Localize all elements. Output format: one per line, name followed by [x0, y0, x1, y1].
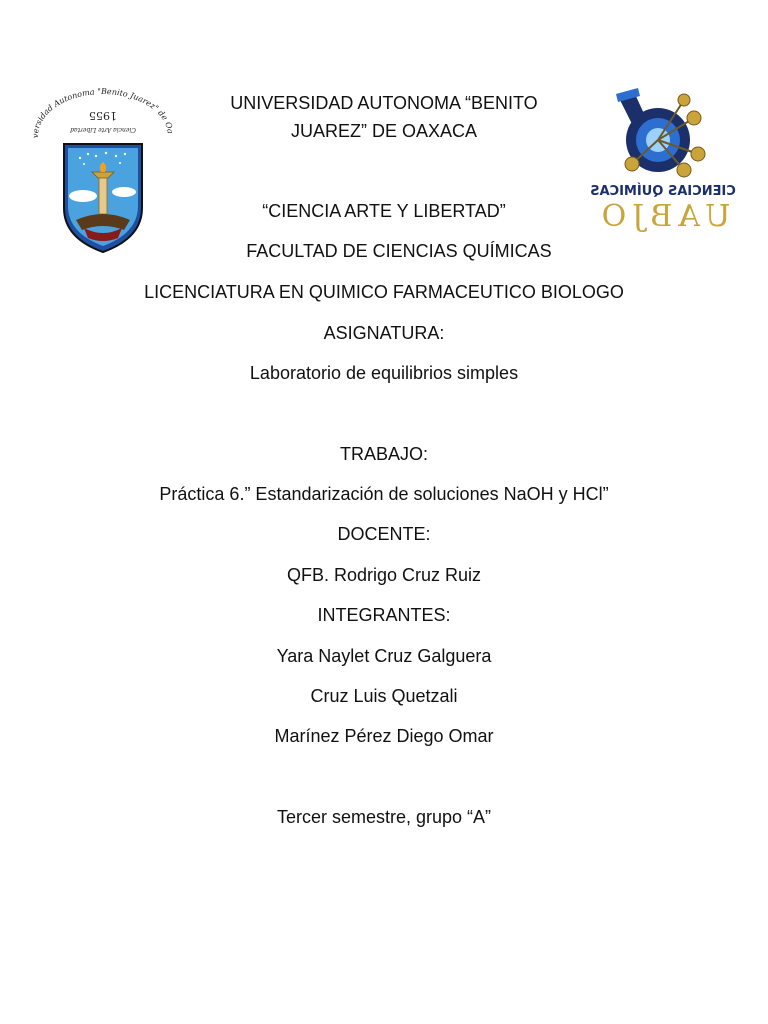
semester-group: Tercer semestre, grupo “A” — [276, 807, 492, 827]
work-label: TRABAJO: — [339, 444, 428, 464]
svg-text:Ciencia Arte Libertad: Ciencia Arte Libertad — [70, 126, 136, 133]
subject-label: ASIGNATURA: — [323, 323, 445, 343]
member-name: Yara Naylet Cruz Galguera — [276, 646, 492, 666]
university-name-line-1: UNIVERSIDAD AUTONOMA “BENITO — [230, 93, 538, 113]
teacher-label: DOCENTE: — [337, 524, 431, 544]
faculty-name: FACULTAD DE CIENCIAS QUÍMICAS — [246, 241, 552, 261]
svg-text:UABJO: UABJO — [595, 199, 731, 234]
member-name: Cruz Luis Quetzali — [310, 686, 458, 706]
members-label: INTEGRANTES: — [317, 605, 451, 625]
university-name-line-2: JUAREZ” DE OAXACA — [290, 121, 478, 141]
degree-program: LICENCIATURA EN QUIMICO FARMACEUTICO BIOLOGO — [144, 282, 624, 302]
svg-text:Universidad Autonoma "Benito J: versidad Autonoma "Benito Juarez" de Oa — [30, 88, 175, 139]
svg-text:CIENCIAS QUÍMICAS: CIENCIAS QUÍMICAS — [590, 184, 736, 199]
university-motto: “CIENCIA ARTE Y LIBERTAD” — [262, 201, 506, 221]
subject-name: Laboratorio de equilibrios simples — [249, 363, 519, 383]
member-name: Marínez Pérez Diego Omar — [274, 726, 494, 746]
teacher-name: QFB. Rodrigo Cruz Ruiz — [286, 565, 482, 585]
work-title: Práctica 6.” Estandarización de soluciones NaOH y HCl” — [159, 484, 609, 504]
svg-text:1955: 1955 — [89, 109, 117, 122]
